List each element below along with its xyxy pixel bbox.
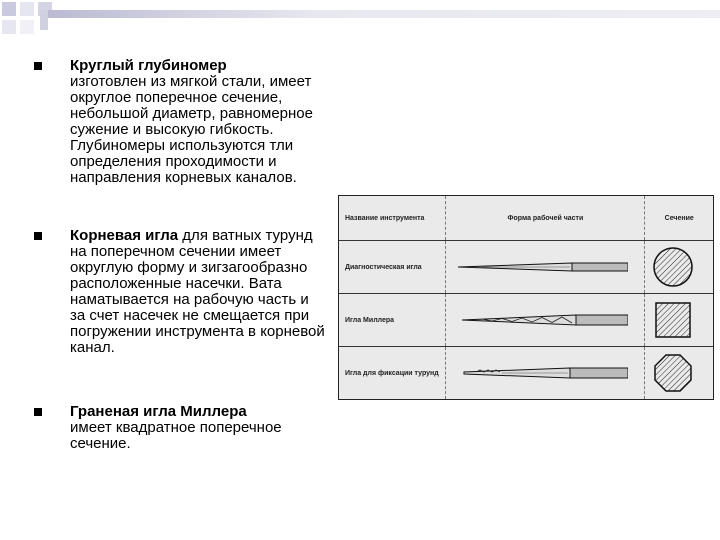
row-name: Игла Миллера: [339, 294, 446, 347]
term-lead: Граненая игла Миллера: [70, 403, 247, 420]
header-form: Форма рабочей части: [446, 196, 645, 241]
table-row: [339, 347, 713, 400]
list-item: [28, 404, 328, 452]
section-cell: [645, 241, 713, 294]
instrument-table: [339, 196, 713, 399]
miller-needle-icon: [452, 308, 628, 332]
term-description: имеет квадратное поперечное сечение.: [70, 419, 282, 452]
term-lead: Круглый глубиномер: [70, 57, 227, 74]
table-row: [339, 241, 713, 294]
diagnostic-needle-drawing: [446, 241, 645, 294]
bullet-square-icon: [34, 408, 42, 416]
top-decor-bar: [40, 10, 720, 18]
header-section: Сечение: [645, 196, 713, 241]
list-item: [28, 58, 328, 228]
term-description: для ватных турунд на поперечном сечении имеет округлую форму и зигзагообразно расположенные насечки. Вата наматывается на рабочую часть и за счет насечек не смещается при погружении инструмента в корневой канал.: [70, 227, 325, 356]
miller-needle-drawing: [446, 294, 645, 347]
table-header-row: [339, 196, 713, 241]
bullet-list: [28, 58, 328, 452]
fixation-needle-icon: [452, 361, 628, 385]
list-item: [28, 228, 328, 404]
diagnostic-needle-icon: [452, 255, 628, 279]
section-cell: [645, 294, 713, 347]
bullet-square-icon: [34, 62, 42, 70]
term-description: изготовлен из мягкой стали, имеет округлое поперечное сечение, небольшой диаметр, равномерное сужение и высокую гибкость. Глубиномеры используются тли определения проходимости и направления корневых каналов.: [70, 73, 313, 186]
vertical-decor-bar: [40, 10, 48, 30]
term-lead: Корневая игла: [70, 227, 179, 244]
circle-section-icon: [651, 245, 695, 289]
row-name: Игла для фиксации турунд: [345, 369, 439, 377]
table-row: [339, 294, 713, 347]
section-cell: [645, 347, 713, 400]
square-section-icon: [651, 298, 695, 342]
row-name: Диагностическая игла: [339, 241, 446, 294]
instrument-table-figure: [338, 195, 714, 400]
octagon-section-icon: [651, 351, 695, 395]
fixation-needle-drawing: [446, 347, 645, 400]
bullet-square-icon: [34, 232, 42, 240]
header-name: Название инструмента: [339, 196, 446, 241]
